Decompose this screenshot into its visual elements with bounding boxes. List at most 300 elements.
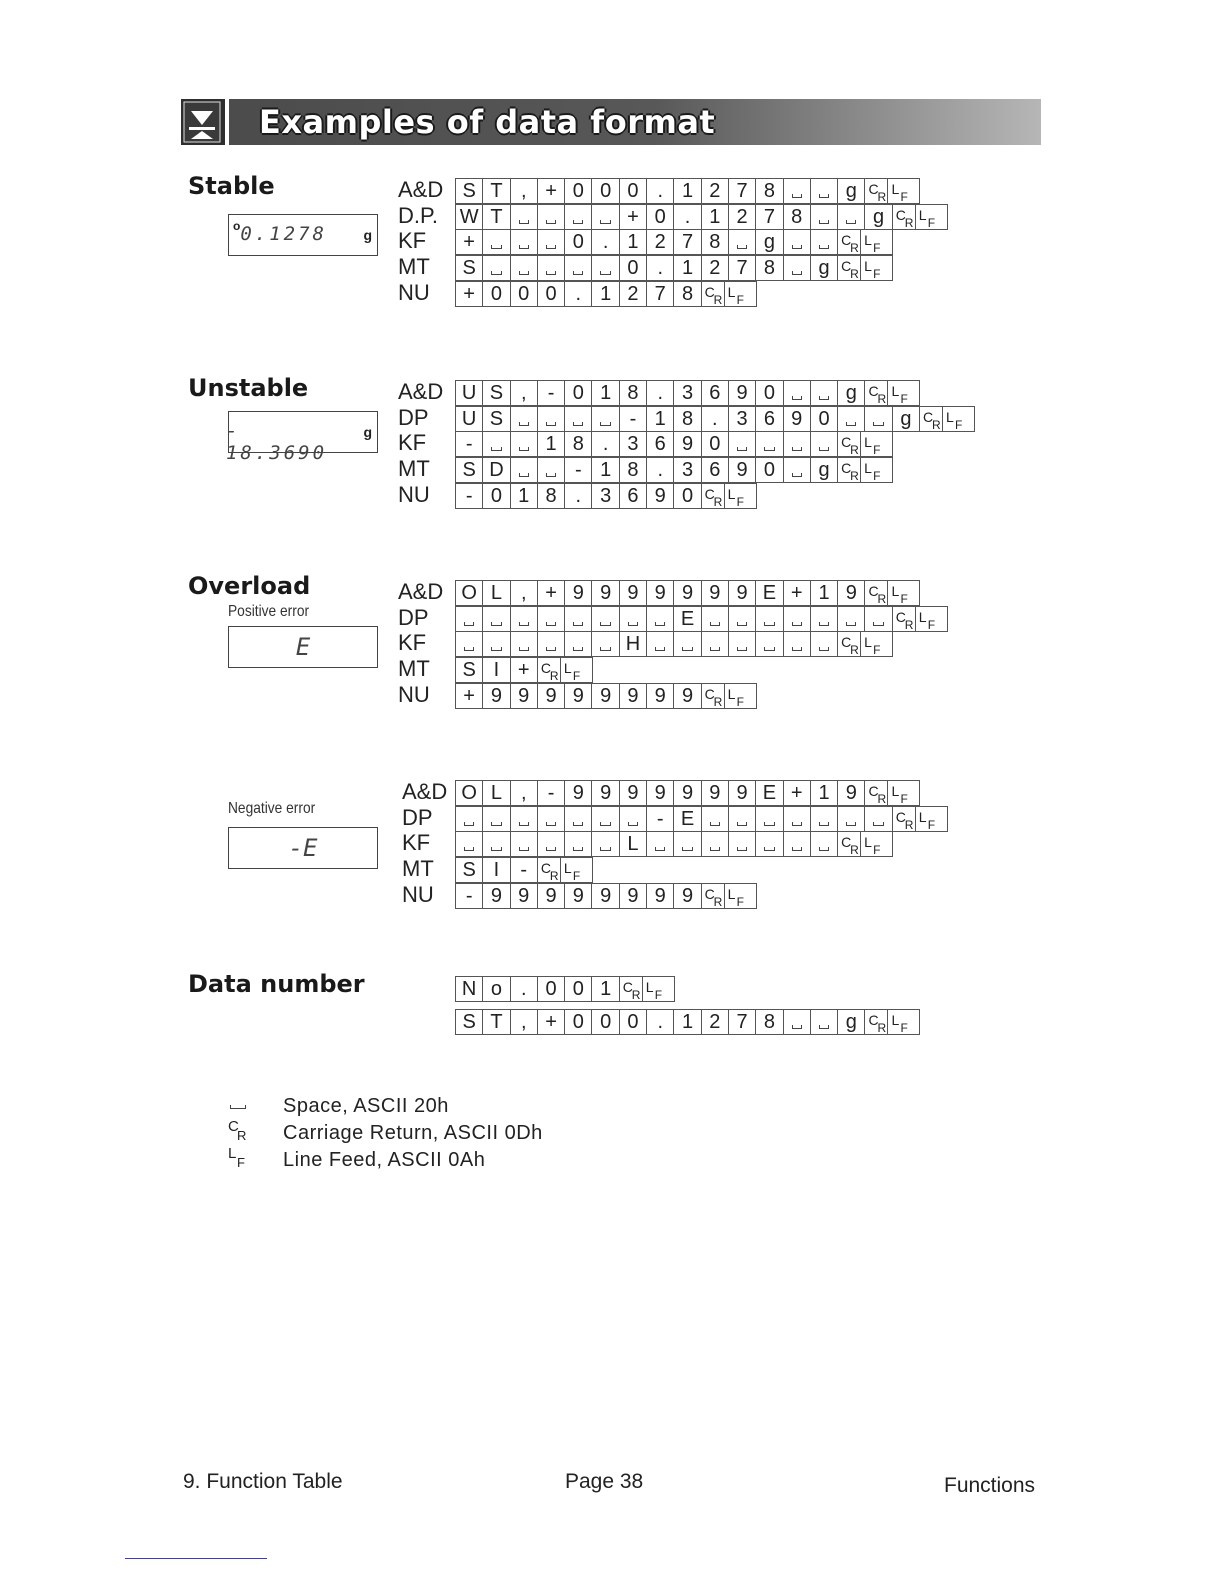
space-symbol-icon <box>546 473 556 477</box>
space-symbol-icon <box>573 822 583 826</box>
carriage-return-icon: C R <box>895 206 914 230</box>
format-label: KF <box>398 228 427 254</box>
space-cell <box>810 431 838 457</box>
carriage-return-icon: C R <box>841 634 859 658</box>
char-cell: 2 <box>701 1009 729 1035</box>
space-symbol-icon <box>819 822 829 826</box>
space-symbol-icon <box>655 622 665 626</box>
space-cell <box>455 831 483 857</box>
space-symbol-icon <box>792 396 802 400</box>
space-symbol-icon <box>573 647 583 651</box>
space-symbol-icon <box>519 447 529 451</box>
char-cell: 9 <box>673 431 701 457</box>
char-cell: 1 <box>810 580 838 606</box>
space-symbol-icon <box>546 220 556 224</box>
format-row <box>455 683 756 709</box>
char-cell: 9 <box>646 683 674 709</box>
space-symbol-icon <box>792 473 802 477</box>
space-symbol-icon <box>846 822 856 826</box>
space-symbol-icon <box>710 822 720 826</box>
char-cell: . <box>646 255 674 281</box>
char-cell: . <box>701 406 729 432</box>
format-label: MT <box>402 856 434 882</box>
char-cell: S <box>482 380 510 406</box>
space-cell <box>564 831 592 857</box>
carriage-return-icon: C R <box>868 181 887 204</box>
char-cell: L <box>619 831 647 857</box>
space-cell <box>728 631 756 657</box>
char-cell: 9 <box>728 457 756 483</box>
space-cell <box>783 831 811 857</box>
space-symbol-icon <box>819 245 829 249</box>
char-cell: 6 <box>619 483 647 509</box>
space-symbol-icon <box>819 847 829 851</box>
char-cell: 9 <box>646 780 674 806</box>
space-symbol-icon <box>546 245 556 249</box>
char-cell: 8 <box>564 431 592 457</box>
crlf-cell <box>701 883 757 909</box>
balance-display <box>228 214 378 256</box>
space-cell <box>537 406 565 432</box>
crlf-cell <box>864 178 920 204</box>
space-cell <box>646 631 674 657</box>
space-symbol-icon <box>600 822 610 826</box>
space-symbol-icon <box>819 396 829 400</box>
char-cell: . <box>646 457 674 483</box>
char-cell: 0 <box>564 1009 592 1035</box>
char-cell: 9 <box>482 883 510 909</box>
space-symbol-icon <box>682 847 692 851</box>
carriage-return-icon: C R <box>704 485 723 509</box>
char-cell: 0 <box>537 976 565 1002</box>
space-cell <box>864 606 892 632</box>
space-cell <box>783 255 811 281</box>
crlf-cell <box>837 229 893 255</box>
format-label: KF <box>402 830 431 856</box>
char-cell: 1 <box>591 380 619 406</box>
legend-text: Line Feed, ASCII 0Ah <box>283 1149 486 1171</box>
char-cell: 1 <box>810 780 838 806</box>
char-cell: 6 <box>646 431 674 457</box>
char-cell: 8 <box>673 406 701 432</box>
char-cell: 7 <box>673 229 701 255</box>
format-label: A&D <box>398 177 444 202</box>
space-cell <box>810 606 838 632</box>
char-cell: 0 <box>564 380 592 406</box>
space-cell <box>510 831 538 857</box>
space-cell <box>537 831 565 857</box>
char-cell: 8 <box>537 483 565 509</box>
carriage-return-icon: C R <box>841 434 859 458</box>
char-cell: , <box>510 1009 538 1035</box>
space-cell <box>537 229 565 255</box>
format-label: A&D <box>398 379 444 404</box>
line-feed-icon: L F <box>860 256 883 280</box>
char-cell: 1 <box>591 976 619 1002</box>
footer-page-number: Page 38 <box>565 1470 644 1493</box>
char-cell: E <box>755 780 783 806</box>
space-symbol-icon <box>573 622 583 626</box>
carriage-return-icon: C R <box>895 808 914 832</box>
space-cell <box>701 831 729 857</box>
char-cell: - <box>455 883 483 909</box>
crlf-cell <box>919 406 975 432</box>
char-cell: 0 <box>810 406 838 432</box>
line-feed-icon: L F <box>724 884 747 908</box>
space-symbol-icon <box>764 847 774 851</box>
format-label: NU <box>398 279 430 305</box>
space-symbol-icon <box>737 447 747 451</box>
char-cell: + <box>455 229 483 255</box>
char-cell: N <box>455 976 483 1002</box>
char-cell: 9 <box>537 883 565 909</box>
format-row <box>455 657 592 683</box>
display-value: 0.1278 <box>240 223 327 245</box>
space-symbol-icon <box>819 447 829 451</box>
char-cell: 0 <box>755 380 783 406</box>
space-symbol-icon <box>628 622 638 626</box>
space-cell <box>810 204 838 230</box>
carriage-return-icon: C R <box>868 383 887 406</box>
crlf-cell <box>892 806 948 832</box>
space-symbol-icon <box>792 847 802 851</box>
char-cell: 9 <box>783 406 811 432</box>
space-cell <box>701 806 729 832</box>
char-cell: 7 <box>728 1009 756 1035</box>
crlf-cell <box>864 1009 920 1035</box>
space-cell <box>810 178 838 204</box>
space-cell <box>755 631 783 657</box>
space-cell <box>646 606 674 632</box>
space-cell <box>482 606 510 632</box>
space-symbol-icon <box>846 422 856 426</box>
char-cell: 0 <box>591 178 619 204</box>
char-cell: 6 <box>701 457 729 483</box>
char-cell: - <box>646 806 674 832</box>
format-row <box>455 204 947 230</box>
format-label: KF <box>398 630 427 656</box>
space-symbol-icon <box>519 847 529 851</box>
space-symbol-icon <box>737 847 747 851</box>
space-symbol-icon <box>792 447 802 451</box>
space-symbol-icon <box>819 194 829 198</box>
char-cell: 2 <box>728 204 756 230</box>
footer-chapter: Functions <box>944 1474 1036 1497</box>
space-cell <box>810 380 838 406</box>
space-symbol-icon <box>682 647 692 651</box>
display-value: - 18.3690 <box>225 420 328 464</box>
space-symbol-icon <box>655 647 665 651</box>
char-cell: g <box>892 406 920 432</box>
space-symbol-icon <box>491 271 501 275</box>
line-feed-icon: L F <box>724 484 747 508</box>
space-cell <box>564 406 592 432</box>
space-symbol-icon <box>600 847 610 851</box>
space-cell <box>783 1009 811 1035</box>
format-row <box>455 831 892 857</box>
line-feed-icon: L F <box>860 230 883 254</box>
space-cell <box>783 178 811 204</box>
char-cell: + <box>455 281 483 307</box>
char-cell: U <box>455 406 483 432</box>
display-unit: g <box>363 227 372 243</box>
char-cell: 1 <box>591 281 619 307</box>
space-cell <box>837 806 865 832</box>
char-cell: 9 <box>728 780 756 806</box>
format-label: MT <box>398 254 430 280</box>
char-cell: , <box>510 380 538 406</box>
char-cell: 3 <box>673 457 701 483</box>
char-cell: 8 <box>619 457 647 483</box>
line-feed-icon: L F <box>560 858 583 882</box>
char-cell: g <box>864 204 892 230</box>
line-feed-icon: L F <box>724 684 747 708</box>
char-cell: 9 <box>837 780 865 806</box>
space-symbol-icon <box>628 822 638 826</box>
space-symbol-icon <box>491 447 501 451</box>
space-cell <box>564 606 592 632</box>
space-symbol-icon <box>546 847 556 851</box>
space-cell <box>810 831 838 857</box>
char-cell: O <box>455 780 483 806</box>
crlf-cell <box>892 606 948 632</box>
char-cell: 8 <box>701 229 729 255</box>
char-cell: , <box>510 178 538 204</box>
char-cell: + <box>537 580 565 606</box>
space-symbol-icon <box>464 647 474 651</box>
space-cell <box>591 631 619 657</box>
format-row <box>455 380 919 406</box>
space-cell <box>864 806 892 832</box>
char-cell: + <box>783 580 811 606</box>
carriage-return-icon: C R <box>923 408 941 432</box>
crlf-cell <box>837 631 893 657</box>
format-row <box>455 883 756 909</box>
space-symbol-icon <box>491 647 501 651</box>
space-symbol-icon <box>573 220 583 224</box>
char-cell: + <box>455 683 483 709</box>
space-cell <box>728 831 756 857</box>
space-symbol-icon <box>519 622 529 626</box>
carriage-return-icon: C R <box>622 979 641 1002</box>
char-cell: 0 <box>755 457 783 483</box>
char-cell: 9 <box>619 580 647 606</box>
space-cell <box>728 229 756 255</box>
space-cell <box>510 631 538 657</box>
space-symbol-icon <box>600 271 610 275</box>
space-symbol-icon <box>546 822 556 826</box>
format-row <box>455 780 919 806</box>
format-row <box>455 406 974 432</box>
space-symbol-icon <box>846 622 856 626</box>
char-cell: . <box>673 204 701 230</box>
char-cell: S <box>455 1009 483 1035</box>
char-cell: - <box>455 431 483 457</box>
space-cell <box>701 606 729 632</box>
format-row <box>455 431 892 457</box>
char-cell: 8 <box>755 1009 783 1035</box>
space-symbol-icon <box>464 847 474 851</box>
space-symbol-icon <box>573 847 583 851</box>
space-cell <box>783 229 811 255</box>
char-cell: S <box>455 255 483 281</box>
space-cell <box>455 606 483 632</box>
space-symbol-icon <box>819 647 829 651</box>
char-cell: 0 <box>510 281 538 307</box>
char-cell: 0 <box>482 483 510 509</box>
space-symbol-icon <box>491 847 501 851</box>
carriage-return-icon: C R <box>540 660 559 684</box>
line-feed-icon: L F <box>887 781 910 805</box>
char-cell: , <box>510 780 538 806</box>
space-cell <box>783 431 811 457</box>
space-symbol-icon <box>600 622 610 626</box>
char-cell: g <box>810 457 838 483</box>
format-label: NU <box>398 681 430 707</box>
balance-display <box>228 827 378 869</box>
format-row <box>455 483 756 509</box>
char-cell: S <box>482 406 510 432</box>
space-symbol-icon <box>737 245 747 249</box>
space-cell <box>755 806 783 832</box>
char-cell: 0 <box>591 1009 619 1035</box>
crlf-cell <box>619 976 675 1002</box>
char-cell: 9 <box>510 683 538 709</box>
char-cell: E <box>673 806 701 832</box>
space-cell <box>591 406 619 432</box>
carriage-return-icon: C R <box>704 283 723 307</box>
space-cell <box>537 606 565 632</box>
char-cell: . <box>564 281 592 307</box>
char-cell: 1 <box>673 178 701 204</box>
crlf-cell <box>701 483 757 509</box>
format-row <box>455 580 919 606</box>
space-cell <box>728 606 756 632</box>
space-cell <box>837 204 865 230</box>
space-symbol-icon <box>491 245 501 249</box>
crlf-cell <box>892 204 948 230</box>
line-feed-icon: L F <box>915 807 938 831</box>
char-cell: 9 <box>728 380 756 406</box>
space-symbol-icon <box>491 822 501 826</box>
space-cell <box>537 457 565 483</box>
format-label: A&D <box>398 579 444 604</box>
char-cell: 2 <box>701 255 729 281</box>
carriage-return-icon: C R <box>704 885 723 909</box>
section-banner <box>181 99 1041 145</box>
char-cell: 2 <box>646 229 674 255</box>
space-cell <box>537 631 565 657</box>
char-cell: . <box>646 1009 674 1035</box>
space-symbol-icon <box>764 647 774 651</box>
carriage-return-icon: C R <box>841 834 859 858</box>
char-cell: E <box>673 606 701 632</box>
format-label: NU <box>398 481 430 507</box>
space-cell <box>537 806 565 832</box>
char-cell: S <box>455 457 483 483</box>
space-symbol-icon <box>519 422 529 426</box>
space-cell <box>783 457 811 483</box>
char-cell: 8 <box>783 204 811 230</box>
char-cell: 7 <box>755 204 783 230</box>
space-cell <box>728 431 756 457</box>
crlf-cell <box>837 457 893 483</box>
char-cell: I <box>482 857 510 883</box>
format-row <box>455 457 892 483</box>
char-cell: 1 <box>673 1009 701 1035</box>
char-cell: 9 <box>619 883 647 909</box>
char-cell: 9 <box>564 683 592 709</box>
space-symbol-icon <box>546 647 556 651</box>
char-cell: 3 <box>619 431 647 457</box>
carriage-return-icon: C R <box>540 860 559 884</box>
space-cell <box>810 631 838 657</box>
char-cell: H <box>619 631 647 657</box>
line-feed-icon: L F <box>915 205 938 229</box>
space-cell <box>510 431 538 457</box>
display-value: -E <box>288 834 318 862</box>
space-cell <box>783 806 811 832</box>
char-cell: 9 <box>591 883 619 909</box>
space-cell <box>482 255 510 281</box>
char-cell: U <box>455 380 483 406</box>
char-cell: 9 <box>701 580 729 606</box>
char-cell: + <box>537 178 565 204</box>
space-symbol-icon <box>655 847 665 851</box>
space-symbol-icon <box>519 245 529 249</box>
line-feed-icon: L F <box>560 658 583 682</box>
section-title: Stable <box>188 172 275 200</box>
char-cell: 0 <box>701 431 729 457</box>
space-symbol-icon <box>737 622 747 626</box>
balance-display <box>228 626 378 668</box>
char-cell: 9 <box>673 780 701 806</box>
space-symbol-icon <box>600 647 610 651</box>
char-cell: 1 <box>537 431 565 457</box>
char-cell: T <box>482 178 510 204</box>
space-cell <box>482 431 510 457</box>
space-cell <box>591 831 619 857</box>
line-feed-icon: L F <box>915 607 938 631</box>
char-cell: S <box>455 178 483 204</box>
space-symbol-icon <box>710 622 720 626</box>
char-cell: 9 <box>837 580 865 606</box>
space-cell <box>783 380 811 406</box>
line-feed-icon: L F <box>642 977 665 1001</box>
crlf-cell <box>701 281 757 307</box>
char-cell: g <box>810 255 838 281</box>
char-cell: 9 <box>619 683 647 709</box>
char-cell: W <box>455 204 483 230</box>
crlf-cell <box>864 380 920 406</box>
space-cell <box>510 204 538 230</box>
char-cell: . <box>510 976 538 1002</box>
char-cell: 8 <box>673 281 701 307</box>
space-symbol-icon <box>573 422 583 426</box>
space-symbol-icon <box>819 1025 829 1029</box>
space-cell <box>783 631 811 657</box>
space-cell <box>510 457 538 483</box>
space-cell <box>564 204 592 230</box>
space-cell <box>673 831 701 857</box>
line-feed-icon: L F <box>860 832 883 856</box>
char-cell: T <box>482 204 510 230</box>
char-cell: 9 <box>646 580 674 606</box>
space-cell <box>619 606 647 632</box>
format-row <box>455 281 756 307</box>
char-cell: 1 <box>673 255 701 281</box>
char-cell: 0 <box>564 178 592 204</box>
